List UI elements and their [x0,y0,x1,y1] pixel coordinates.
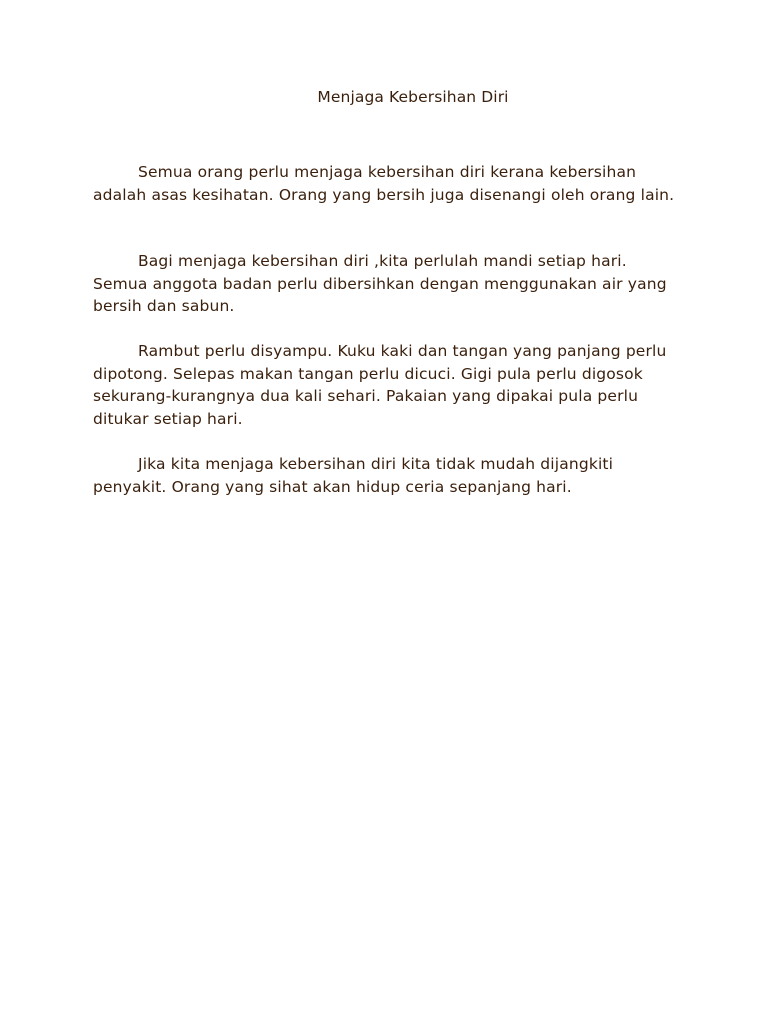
paragraph-1 [93,161,683,206]
paragraph-4-text: Jika kita menjaga kebersihan diri kita tidak mudah dijangkiti penyakit. Orang yang sihat akan hidup ceria sepanjang hari. [93,455,614,496]
paragraph-2 [93,250,683,318]
paragraph-2-text: Bagi menjaga kebersihan diri ,kita perlulah mandi setiap hari. Semua anggota badan perlu dibersihkan dengan menggunakan air yang bersih dan sabun. [93,252,667,316]
paragraph-3-text: Rambut perlu disyampu. Kuku kaki dan tangan yang panjang perlu dipotong. Selepas makan tangan perlu dicuci. Gigi pula perlu digosok sekurang-kurangnya dua kali sehari. Pakaian yang dipakai pula perlu ditukar setiap hari. [93,342,667,428]
document-title: Menjaga Kebersihan Diri [317,88,509,106]
paragraph-3 [93,340,683,430]
paragraph-1-text: Semua orang perlu menjaga kebersihan diri kerana kebersihan adalah asas kesihatan. Orang yang bersih juga disenangi oleh orang lain. [93,163,675,204]
paragraph-4 [93,453,683,498]
